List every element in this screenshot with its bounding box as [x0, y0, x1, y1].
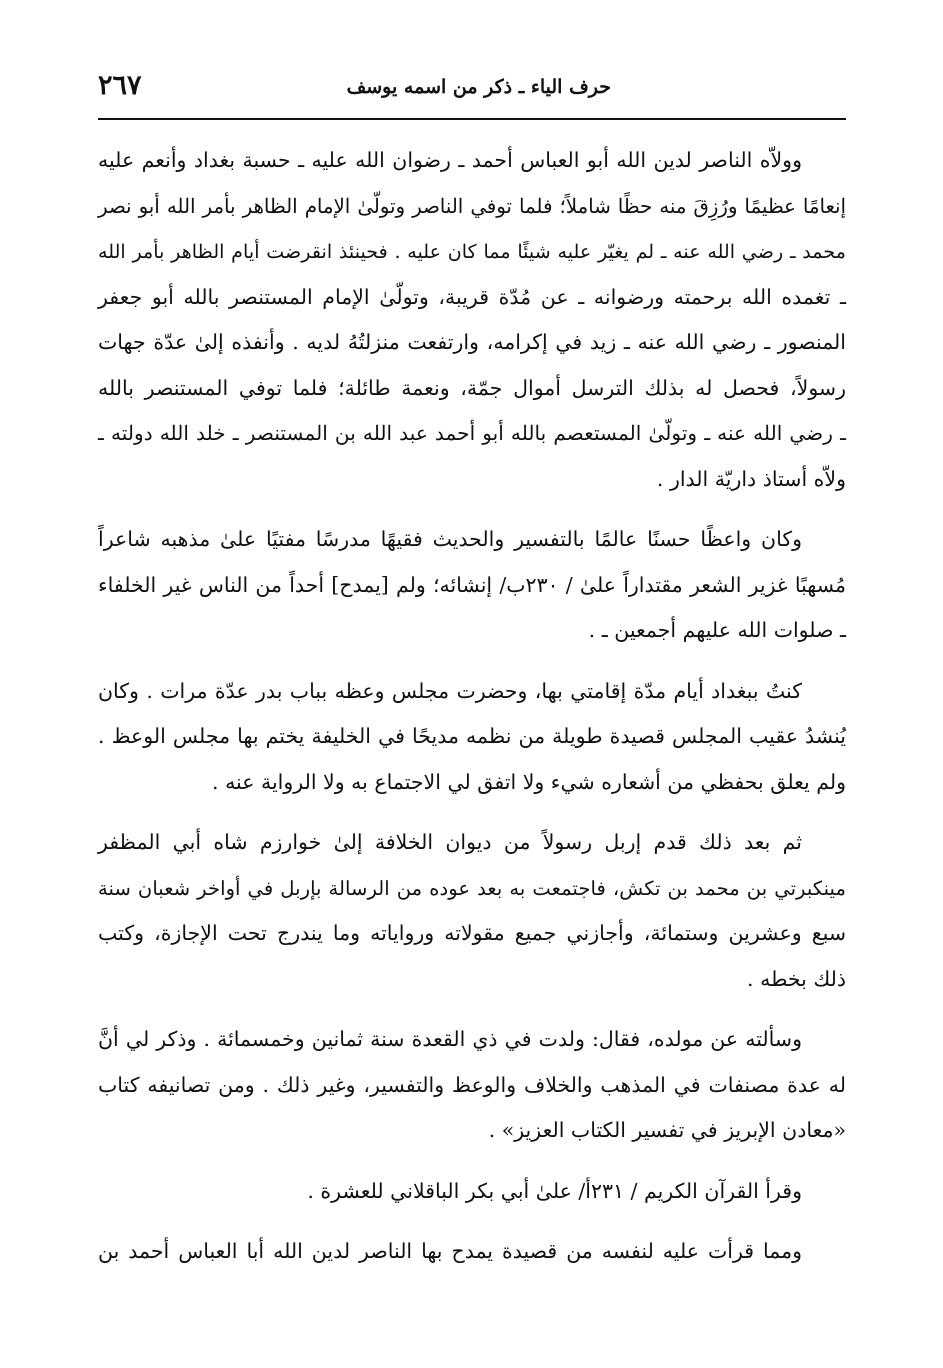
paragraph: [98, 820, 846, 1002]
paragraph: [98, 1229, 846, 1275]
text-line: ذلك بخطه .: [747, 966, 846, 991]
running-head: حرف الياء ـ ذكر من اسمه يوسف: [346, 76, 611, 98]
text-line: ولم يعلق بحفظي من أشعاره شيء ولا اتفق لي الاجتماع به ولا الرواية عنه .: [212, 769, 846, 794]
text-line: المنصور ـ رضي الله عنه ـ زيد في إكرامه، وارتفعت منزلتُهُ لديه . وأنفذه إلىٰ عدّة جهات: [98, 330, 846, 354]
text-line: «معادن الإبريز في تفسير الكتاب العزيز» .: [488, 1118, 846, 1142]
text-line: وولاّه الناصر لدين الله أبو العباس أحمد ـ رضوان الله عليه ـ حسبة بغداد وأنعم عليه: [98, 148, 802, 172]
text-line: ومما قرأت عليه لنفسه من قصيدة يمدح بها الناصر لدين الله أبا العباس أحمد بن: [98, 1239, 802, 1263]
text-line: ـ صلوات الله عليهم أجمعين ـ .: [588, 618, 846, 642]
page-body: [98, 138, 846, 1275]
paragraph: [98, 1017, 846, 1154]
header-rule: [98, 118, 846, 120]
text-line: ـ رضي الله عنه ـ وتولّىٰ المستعصم بالله أبو أحمد عبد الله بن المستنصر ـ خلد الله دولته ـ: [98, 421, 846, 445]
text-line: ـ تغمده الله برحمته ورضوانه ـ عن مُدّة قريبة، وتولّىٰ الإمام المستنصر بالله أبو جعفر: [98, 284, 846, 309]
paragraph: [98, 669, 846, 806]
text-line: وقرأ القرآن الكريم / ٢٣١أ/ علىٰ أبي بكر الباقلاني للعشرة .: [307, 1178, 802, 1203]
text-line: مُسهبًا غزير الشعر مقتداراً علىٰ / ٢٣٠ب/ إنشائه؛ ولم [يمدح] أحداً من الناس غير الخلفاء: [98, 572, 847, 597]
paragraph: [98, 138, 846, 502]
text-line: ولاّه أستاذ داريّة الدار .: [656, 466, 846, 491]
text-line: له عدة مصنفات في المذهب والخلاف والوعظ والتفسير، وغير ذلك . ومن تصانيفه كتاب: [98, 1072, 846, 1097]
page-header: [98, 62, 846, 120]
paragraph: [98, 1169, 846, 1215]
text-line: وكان واعظًا حسنًا عالمًا بالتفسير والحديث فقيهًا مدرسًا مفتيًا علىٰ مذهبه شاعراً: [98, 527, 802, 551]
text-line: رسولاً، فحصل له بذلك الترسل أموال جمّة، ونعمة طائلة؛ فلما توفي المستنصر بالله: [98, 375, 846, 400]
text-line: ثم بعد ذلك قدم إربل رسولاً من ديوان الخلافة إلىٰ خوارزم شاه أبي المظفر: [98, 830, 802, 854]
paragraph: [98, 517, 846, 654]
text-line: إنعامًا عظيمًا ورُزِقَ منه حظًا شاملاً؛ فلما توفي الناصر وتولّىٰ الإمام الظاهر بأمر الله أبو نصر: [98, 194, 846, 218]
text-line: كنتُ ببغداد أيام مدّة إقامتي بها، وحضرت مجلس وعظه بباب بدر عدّة مرات . وكان: [98, 678, 802, 703]
text-line: مينكبرتي بن محمد بن تكش، فاجتمعت به بعد عوده من الرسالة بإربل في أواخر شعبان سنة: [98, 876, 846, 900]
text-line: يُنشدُ عقيب المجلس قصيدة طويلة من نظمه مديحًا في الخليفة يختم بها مجلس الوعظ .: [98, 724, 846, 748]
page-number: ٢٦٧: [98, 70, 142, 101]
text-line: وسألته عن مولده، فقال: ولدت في ذي القعدة سنة ثمانين وخمسمائة . وذكر لي أنَّ: [98, 1027, 802, 1051]
text-line: محمد ـ رضي الله عنه ـ لم يغيّر عليه شيئًا مما كان عليه . فحينئذ انقرضت أيام الظاهر بأمر الله: [98, 240, 846, 263]
text-line: سبع وعشرين وستمائة، وأجازني جميع مقولاته ورواياته وما يندرج تحت الإجازة، وكتب: [98, 921, 846, 945]
